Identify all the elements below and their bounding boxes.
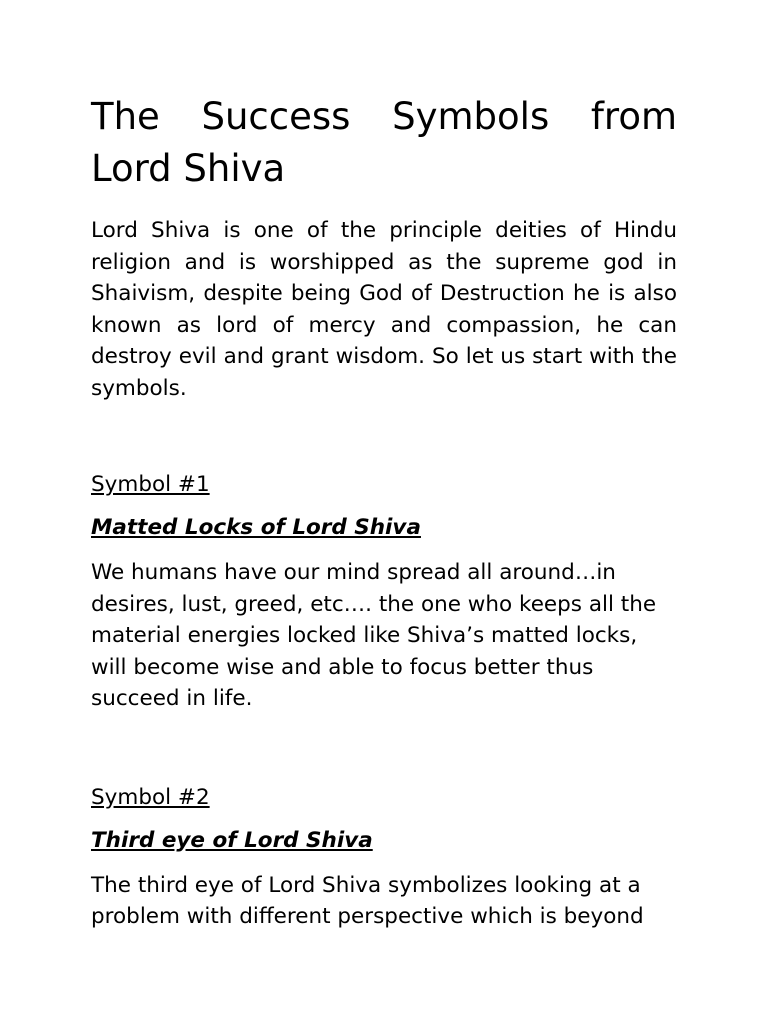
symbol-2-heading: Third eye of Lord Shiva: [91, 827, 373, 853]
page-title: The Success Symbols from Lord Shiva: [91, 95, 677, 190]
symbol-1-label: Symbol #1: [91, 472, 210, 497]
symbol-1-body: We humans have our mind spread all around…in desires, lust, greed, etc…. the one who keeps all the material energies locked like Shiva’s matted locks, will become wise and able to focus better thus succeed in life.: [91, 560, 657, 711]
symbol-2-body: The third eye of Lord Shiva symbolizes looking at a problem with different perspective which is beyond: [91, 872, 644, 929]
symbol-2-label: Symbol #2: [91, 784, 210, 810]
symbol-1-heading: Matted Locks of Lord Shiva: [91, 515, 421, 540]
intro-paragraph: Lord Shiva is one of the principle deities of Hindu religion and is worshipped as the supreme god in Shaivism, despite being God of Destruction he is also known as lord of mercy and compassion, he can destroy evil and grant wisdom. So let us start with the symbols.: [91, 218, 677, 401]
